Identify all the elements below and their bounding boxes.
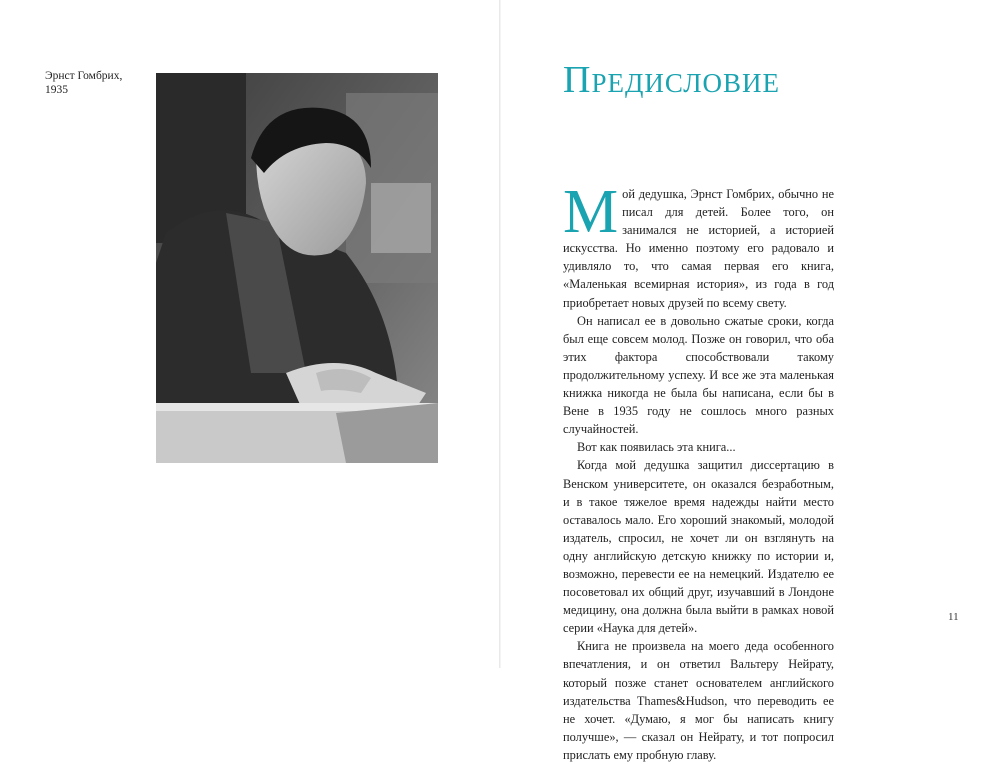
caption-name: Эрнст Гомбрих,	[45, 70, 123, 82]
portrait-photo	[156, 73, 438, 463]
paragraph-3: Вот как появилась эта книга...	[577, 440, 736, 455]
body-text	[563, 178, 834, 764]
photo-caption	[45, 69, 122, 97]
paragraph-2: Он написал ее в довольно сжатые сроки, когда был еще совсем молод. Позже он говорил, что оба этих фактора способствовали такому продолжительному успеху. И все же эта маленькая книжка никогда не была бы написана, если бы в Вене в 1935 году не сошлось много разных случайностей.	[563, 313, 834, 437]
paragraph-4: Когда мой дедушка защитил диссертацию в Венском университете, он оказался безработным, и в такое тяжелое время надежды найти место оставалось мало. Его хороший знакомый, молодой издатель, спросил, не хочет ли он взглянуть на одну английскую детскую книжку по истории и, возможно, перевести ее на немецкий. Издателю ее посоветовал их общий друг, изучавший в Лондоне медицину, она должна была выйти в рамках новой серии «Наука для детей».	[563, 458, 834, 636]
caption-year: 1935	[45, 84, 68, 96]
paragraph-5: Книга не произвела на моего деда особенного впечатления, и он ответил Вальтеру Нейрату, который позже станет основателем английского издательства Thames&Hudson, что переводить ее не хочет. «Думаю, я мог бы написать книгу получше», — сказал он Нейрату, и тот попросил прислать ему пробную главу.	[563, 639, 834, 762]
paragraph-1-text: ой дедушка, Эрнст Гомбрих, обычно не писал для детей. Более того, он занимался не историей, а историей искусства. Но именно поэтому его радовало и удивляло то, что самая первая его книга, «Маленькая всемирная история», из года в год приобретает новых друзей по всему свету.	[563, 187, 834, 310]
drop-cap: М	[563, 178, 619, 246]
page-heading: Предисловие	[563, 59, 781, 101]
paragraph-1	[563, 178, 834, 312]
left-page	[0, 0, 500, 668]
page-number: 11	[948, 611, 959, 623]
